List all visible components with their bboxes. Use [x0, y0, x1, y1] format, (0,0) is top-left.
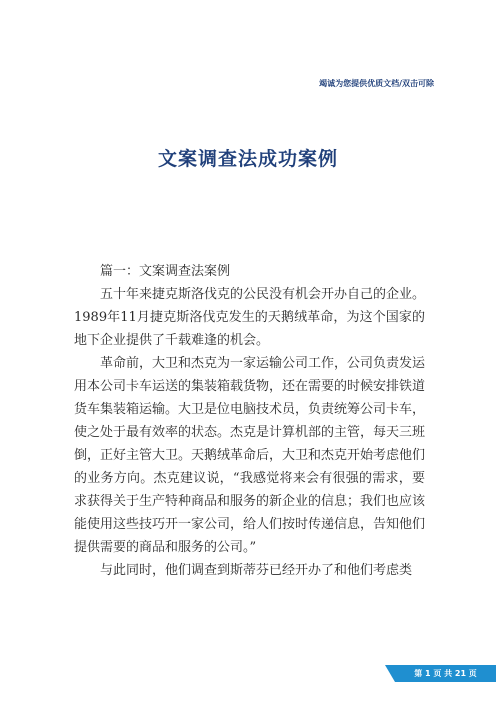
header-note: 竭诚为您提供优质文档/双击可除 — [319, 79, 434, 88]
document-body — [74, 260, 425, 582]
page-number-badge: 第 1 页 共 21 页 — [395, 665, 496, 682]
paragraph: 革命前，大卫和杰克为一家运输公司工作，公司负责发运用本公司卡车运送的集装箱载货物，还在需要的时候安排铁道货车集装箱运输。大卫是位电脑技术员，负责统筹公司卡车，使之处于最有效率的状态。杰克是计算机部的主管，每天三班倒，正好主管大卫。天鹅绒革命后，大卫和杰克开始考虑他们的业务方向。杰克建议说，“我感觉将来会有很强的需求，要求获得关于生产特种商品和服务的新企业的信息；我们也应该能使用这些技巧开一家公司，给人们按时传递信息，告知他们提供需要的商品和服务的公司。” — [74, 356, 426, 555]
paragraph: 与此同时，他们调查到斯蒂芬已经开办了和他们考虑类 — [100, 563, 413, 578]
document-title: 文案调查法成功案例 — [157, 148, 338, 170]
section-heading: 篇一：文案调查法案例 — [100, 264, 231, 279]
paragraph: 五十年来捷克斯洛伐克的公民没有机会开办自己的企业。1989年11月捷克斯洛伐克发生的天鹅绒革命，为这个国家的地下企业提供了千载难逢的机会。 — [74, 287, 426, 348]
